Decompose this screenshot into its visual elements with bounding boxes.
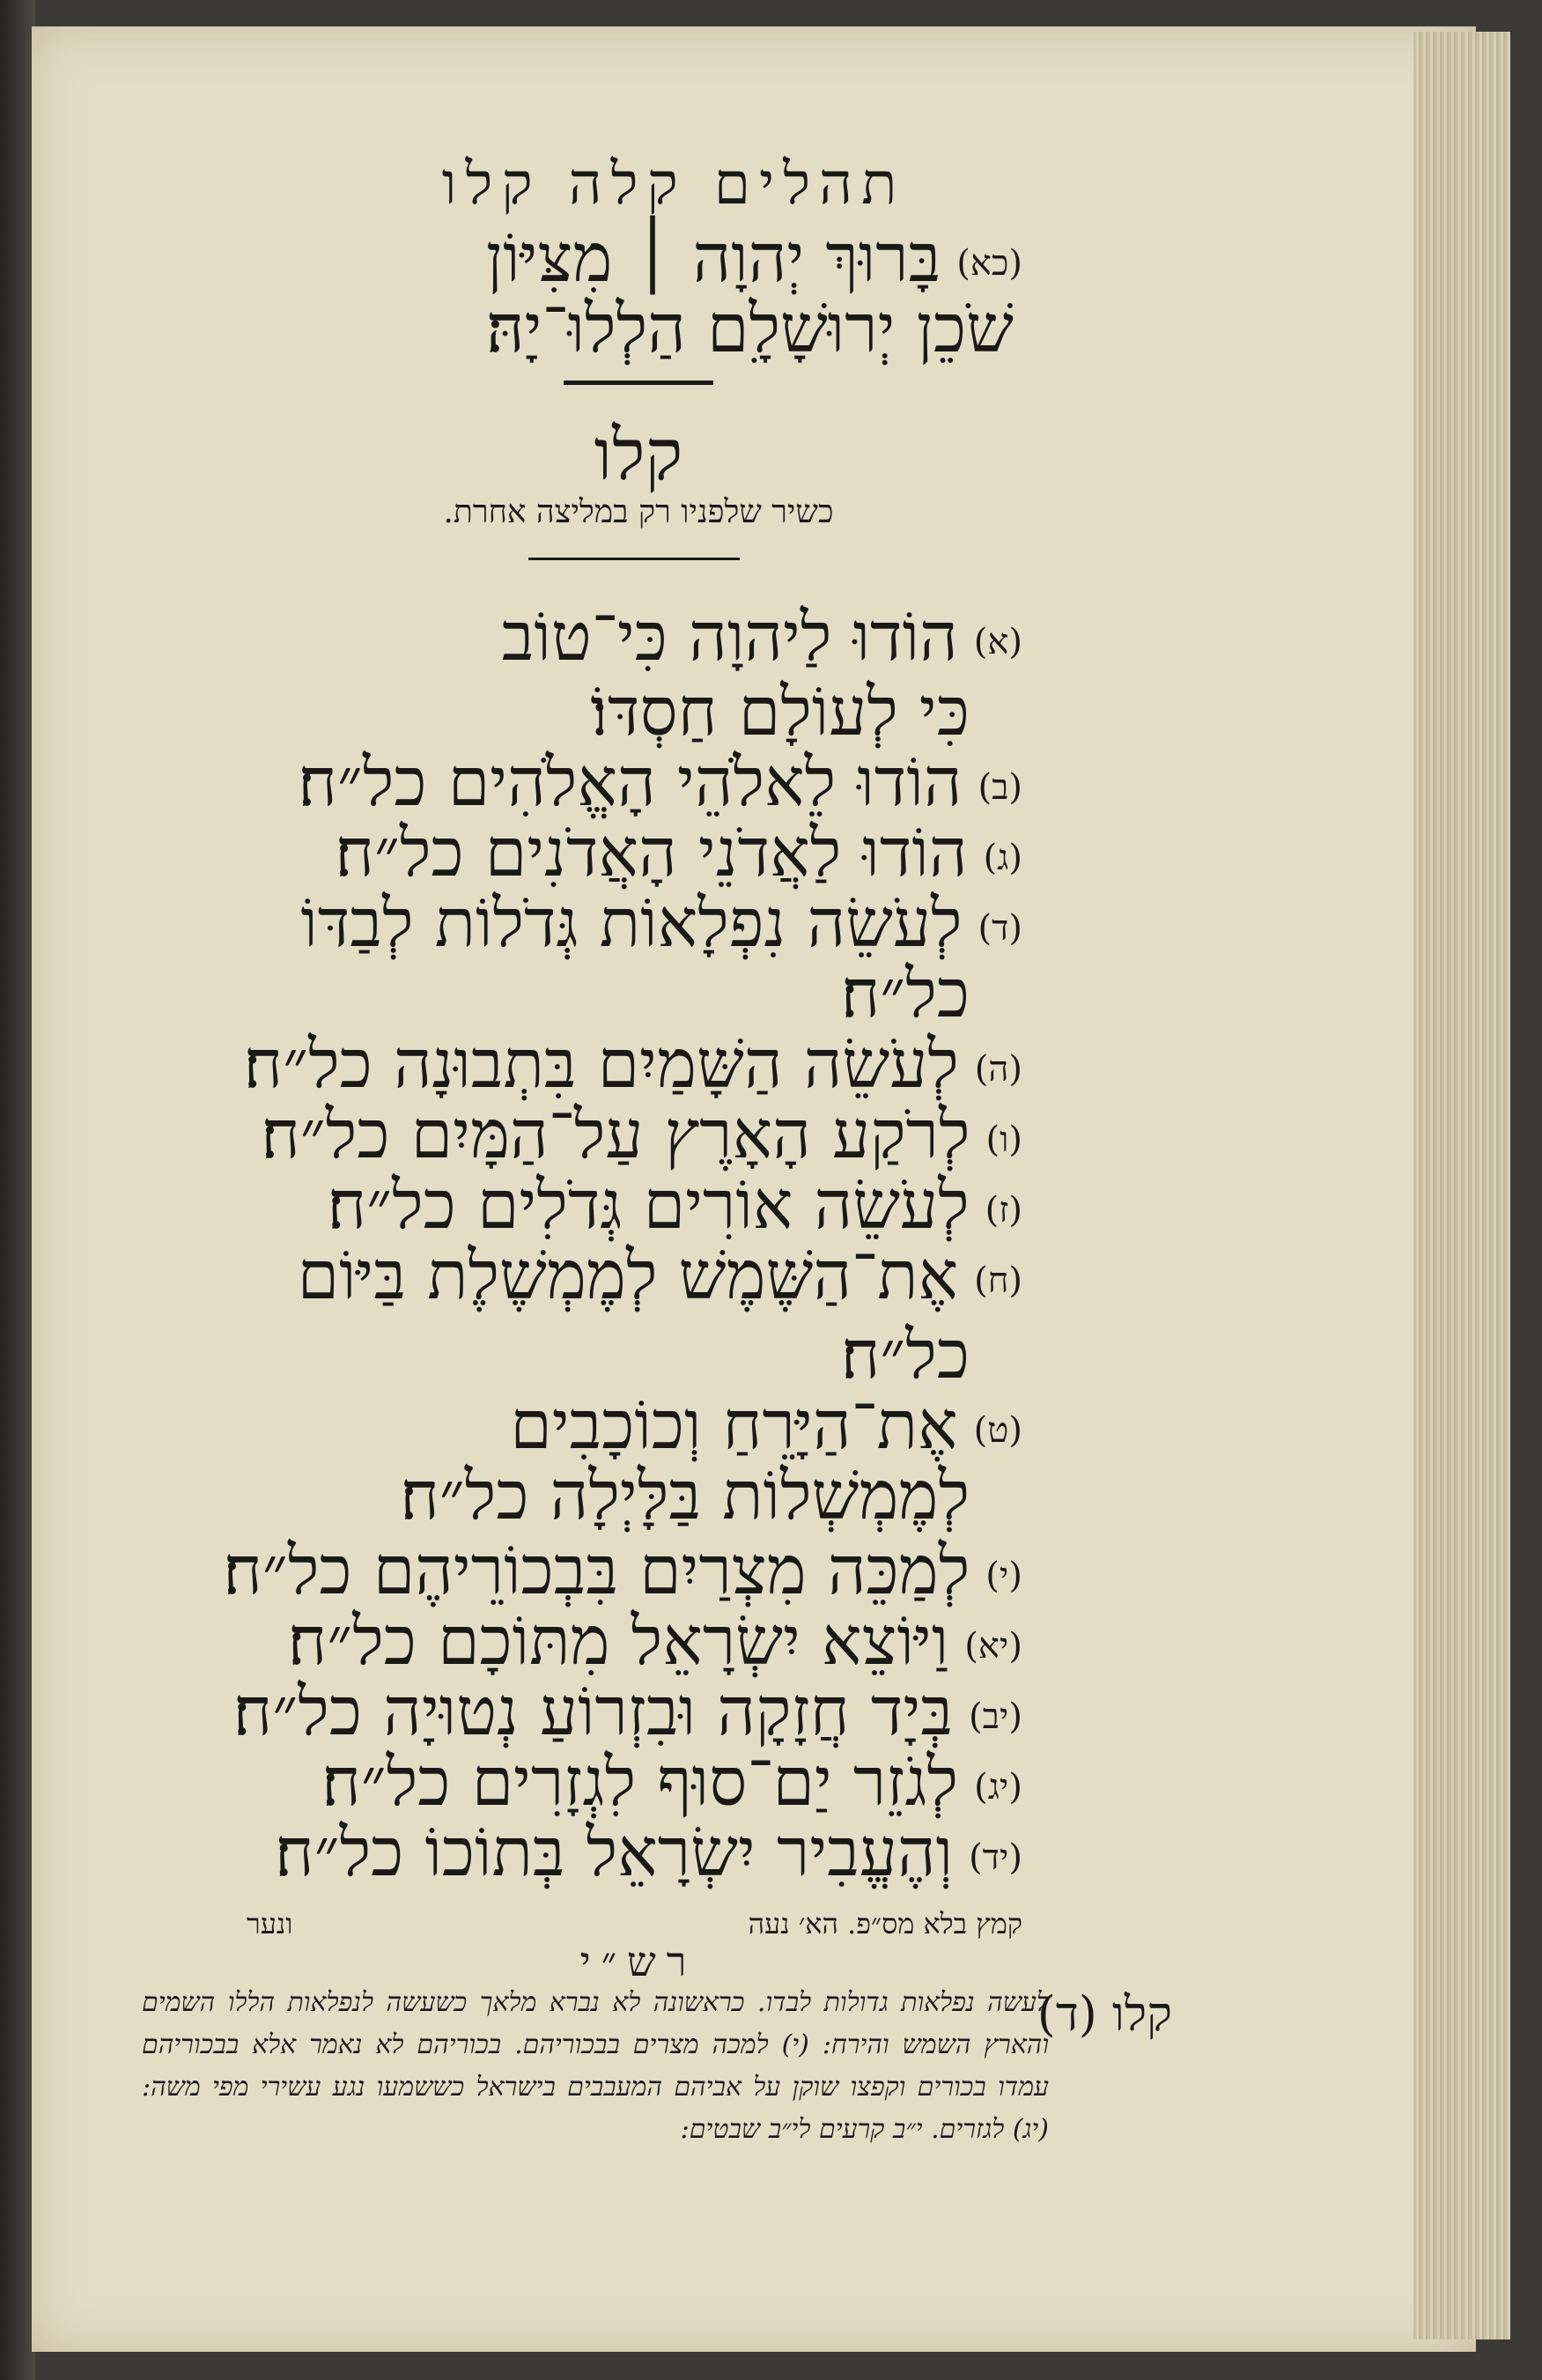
verse-text: לְעֹשֵׂה הַשָּׁמַיִם בִּתְבוּנָה כל״ח׃ — [243, 1024, 959, 1103]
psalm-title: קלו — [594, 414, 683, 496]
rashi-label: קלו (ד) — [1037, 1986, 1172, 2042]
rashi-title: רש״י — [579, 1938, 697, 1985]
divider-rule — [564, 381, 713, 385]
verse-text: לְרֹקַע הָאָרֶץ עַל־הַמָּיִם כל״ח׃ — [260, 1095, 970, 1173]
verse-line — [232, 1672, 1022, 1750]
verse-number: (יב) — [969, 1696, 1022, 1737]
verse-text: הוֹדוּ לֵאלֹהֵי הָאֱלֹהִים כל״ח׃ — [298, 743, 963, 821]
verse-line — [321, 1742, 1022, 1821]
verse-line — [840, 954, 970, 1032]
verse-line — [274, 1813, 1022, 1891]
verse-text: לְמֶמְשְׁלוֹת בַּלָּיְלָה כל״ח׃ — [399, 1456, 970, 1534]
note-right: קמץ בלא מס״פ. הא׳ נעה — [748, 1907, 1022, 1940]
verse-line — [300, 883, 1022, 962]
verse-number: (ו) — [985, 1120, 1022, 1160]
verse-line — [297, 1236, 1022, 1314]
verse-text: לְעֹשֵׂה נִפְלָאוֹת גְּדֹלוֹת לְבַדּוֹ — [300, 883, 963, 962]
verse-number: (ט) — [973, 1410, 1022, 1451]
verse-text: לְגֹזֵר יַם־סוּף לִגְזָרִים כל״ח׃ — [321, 1742, 959, 1821]
verse-text: וְהֶעֱבִיר יִשְׂרָאֵל בְּתוֹכוֹ כל״ח׃ — [274, 1813, 954, 1891]
verse-number: (ח) — [974, 1260, 1022, 1301]
verse-line — [840, 1315, 970, 1393]
verse-number: (ג) — [983, 838, 1022, 878]
verse-text: אֶת־הַיָּרֵחַ וְכוֹכָבִים — [510, 1386, 958, 1464]
verse-line — [243, 1024, 1022, 1103]
verse-text: כל״ח׃ — [840, 1315, 970, 1393]
verse-line — [510, 1386, 1022, 1464]
verse-line — [298, 743, 1022, 821]
prev-verse-line2: שֹׁכֵן יְרוּשָׁלִָם הַלְלוּ־יָהּ׃ — [485, 289, 1014, 367]
psalm-subtitle: כשיר שלפניו רק במליצה אחרת. — [443, 494, 834, 530]
verse-text: כִּי לְעוֹלָם חַסְדּוֹ׃ — [590, 672, 970, 750]
verse-number: (ב) — [978, 767, 1022, 808]
verse-line — [399, 1456, 970, 1534]
divider-rule — [528, 558, 740, 560]
verse-text: וַיּוֹצֵא יִשְׂרָאֵל מִתּוֹכָם כל״ח׃ — [287, 1601, 949, 1680]
verse-line — [501, 597, 1022, 676]
verse-line — [223, 1531, 1022, 1609]
verse-text: לְעֹשֵׂה אוֹרִים גְּדֹלִים כל״ח׃ — [327, 1165, 970, 1244]
verse-number: (ז) — [985, 1190, 1022, 1231]
verse-number: (א) — [973, 622, 1022, 662]
verse-line — [335, 813, 1022, 891]
prev-verse-line1 — [485, 218, 1022, 297]
verse-number: (יא) — [964, 1626, 1022, 1667]
verse-text: הוֹדוּ לַאֲדֹנֵי הָאֲדֹנִים כל״ח׃ — [335, 813, 968, 891]
verse-number: (י) — [985, 1556, 1022, 1596]
verse-line — [260, 1095, 1022, 1173]
verse-line — [287, 1601, 1022, 1680]
verse-line — [327, 1165, 1022, 1244]
verse-number: (כא) — [956, 243, 1022, 284]
verse-number: (יד) — [969, 1837, 1022, 1878]
verse-text: לְמַכֵּה מִצְרַיִם בִּבְכוֹרֵיהֶם כל״ח׃ — [223, 1531, 970, 1609]
verse-number: (יג) — [974, 1767, 1022, 1807]
note-left: ונער — [247, 1907, 293, 1940]
verse-text: אֶת־הַשֶּׁמֶשׁ לְמֶמְשֶׁלֶת בַּיּוֹם — [297, 1236, 959, 1314]
verse-text: בְּיָד חֲזָקָה וּבִזְרוֹעַ נְטוּיָה כל״ח׃ — [232, 1672, 954, 1750]
verse-line — [590, 672, 970, 750]
verse-text: כל״ח׃ — [840, 954, 970, 1032]
verse-text: בָּרוּךְ יְהוָה ׀ מִצִּיּוֹן — [485, 218, 941, 297]
running-header: תהלים קלה קלו — [441, 150, 906, 218]
verse-number: (ה) — [974, 1049, 1022, 1090]
verse-number: (ד) — [978, 908, 1022, 949]
rashi-commentary: לעשה נפלאות גדולות לבדו. כראשונה לא נברא מלאך כשעשה לנפלאות הללו השמים והארץ השמש והירח: (י) למכה מצרים בבכוריהם. בכוריהם לא נאמר אלא בבכוריהם עמדו בכורים וקפצו שוקן על אביהם המעבבים בישראל כששמעו נגע עשירי מפי משה: (יג) לגזרים. י״ב קרעים לי״ב שבטים: — [142, 1987, 1049, 2145]
masoretic-note — [247, 1907, 1022, 1940]
verse-text: הוֹדוּ לַיהוָה כִּי־טוֹב — [501, 597, 958, 676]
